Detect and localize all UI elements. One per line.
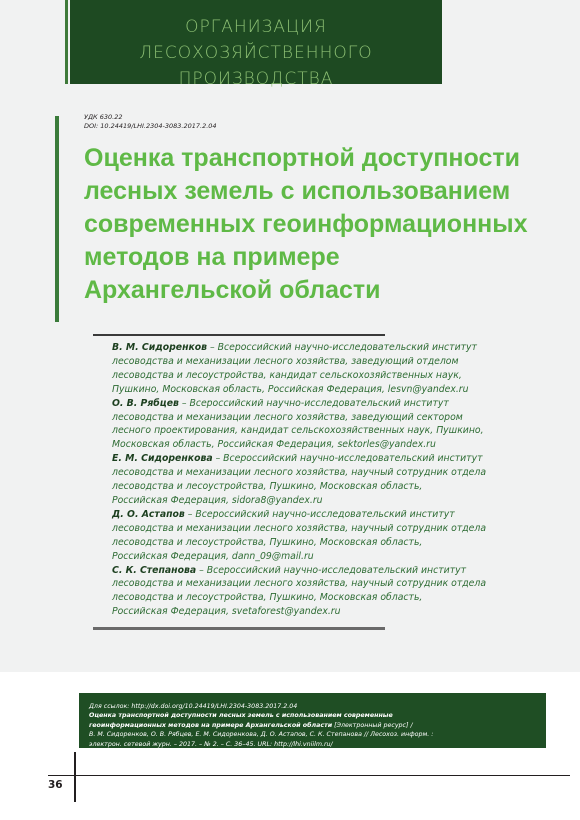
author-affiliation: лесоводства и лесоустройства, кандидат сельскохозяйственных наук, [112,369,462,381]
section-title-line-1: ОРГАНИЗАЦИЯ ЛЕСОХОЗЯЙСТВЕННОГО [139,17,373,63]
citation-text [89,702,541,749]
title-accent-bar [55,116,59,322]
author-affiliation: – Всероссийский научно-исследовательский институт [212,453,483,465]
authors-bottom-rule [93,627,385,630]
author-affiliation: – Всероссийский научно-исследовательский институт [207,342,477,353]
citation-title-line: Оценка транспортной доступности лесных земель с использованием современные [89,712,393,720]
author-entry [112,341,522,397]
author-affiliation: Российская Федерация, dann_09@mail.ru [112,550,314,562]
article-title-line: методов на примере [84,243,340,271]
section-title [70,14,442,92]
author-affiliation: Пушкино, Московская область, Российская Федерация, lesvn@yandex.ru [112,383,469,395]
author-affiliation: лесоводства и механизации лесного хозяйства, научный сотрудник отдела [112,467,487,479]
doi-code: DOI: 10.24419/LHI.2304-3083.2017.2.04 [84,121,217,130]
udk-code: УДК 630.22 [84,113,123,121]
author-name: О. В. Рябцев [112,397,179,409]
author-name: В. М. Сидоренков [112,342,208,353]
author-entry [112,452,522,508]
author-affiliation: лесоводства и механизации лесного хозяйства, заведующий отделом [112,355,459,367]
author-name: Д. О. Астапов [112,508,185,520]
article-title-line: Оценка транспортной доступности [84,144,520,172]
citation-resource-type: [Электронный ресурс] / [332,721,413,729]
author-affiliation: лесоводства и механизации лесного хозяйства, научный сотрудник отдела [112,522,487,534]
author-affiliation: Российская Федерация, svetaforest@yandex.ru [112,606,341,618]
author-entry [112,508,522,564]
author-entry [112,397,522,453]
author-affiliation: – Всероссийский научно-исследовательский институт [178,397,449,409]
author-affiliation: – Всероссийский научно-исследовательский институт [196,564,467,576]
author-affiliation: лесоводства и лесоустройства, Пушкино, Московская область, [112,592,423,604]
author-entry [112,564,522,620]
author-affiliation: лесоводства и лесоустройства, Пушкино, Московская область, [112,536,423,548]
author-affiliation: лесоводства и механизации лесного хозяйства, заведующий сектором [112,411,463,423]
author-affiliation: Московская область, Российская Федерация, sektorles@yandex.ru [112,439,436,451]
author-affiliation: лесоводства и механизации лесного хозяйства, научный сотрудник отдела [112,578,487,590]
article-title-line: современных геоинформационных [84,210,528,238]
section-title-line-2: ПРОИЗВОДСТВА [178,69,334,89]
author-list [112,341,522,619]
article-identifiers [84,113,217,130]
citation-source-line: электрон. сетевой журн. – 2017. – № 2. – С. 36–45. URL: http://lhi.vniilm.ru/ [89,740,333,748]
article-title-line: Архангельской области [84,276,381,304]
author-affiliation: – Всероссийский научно-исследовательский институт [184,508,455,520]
citation-authors-line: В. М. Сидоренков, О. В. Рябцев, Е. М. Сидоренкова, Д. О. Астапов, С. К. Степанова // Лесохоз. информ. : [89,731,434,739]
author-affiliation: лесного проектирования, кандидат сельскохозяйственных наук, Пушкино, [112,425,484,437]
author-name: Е. М. Сидоренкова [112,453,213,465]
author-affiliation: Российская Федерация, sidora8@yandex.ru [112,494,323,506]
author-name: С. К. Степанова [112,564,197,576]
footer-vertical-rule [74,752,76,802]
footer-rule [48,775,570,776]
citation-title-line: геоинформационных методов на примере Архангельской области [89,721,333,729]
page-number: 36 [48,779,63,791]
authors-top-rule [93,334,385,336]
citation-link-line: Для ссылок: http://dx.doi.org/10.24419/LHI.2304-3083.2017.2.04 [89,703,298,710]
header-accent-rule [65,0,68,84]
author-affiliation: лесоводства и лесоустройства, Пушкино, Московская область, [112,481,423,493]
article-title-line: лесных земель с использованием [84,177,511,205]
article-title [84,142,554,307]
